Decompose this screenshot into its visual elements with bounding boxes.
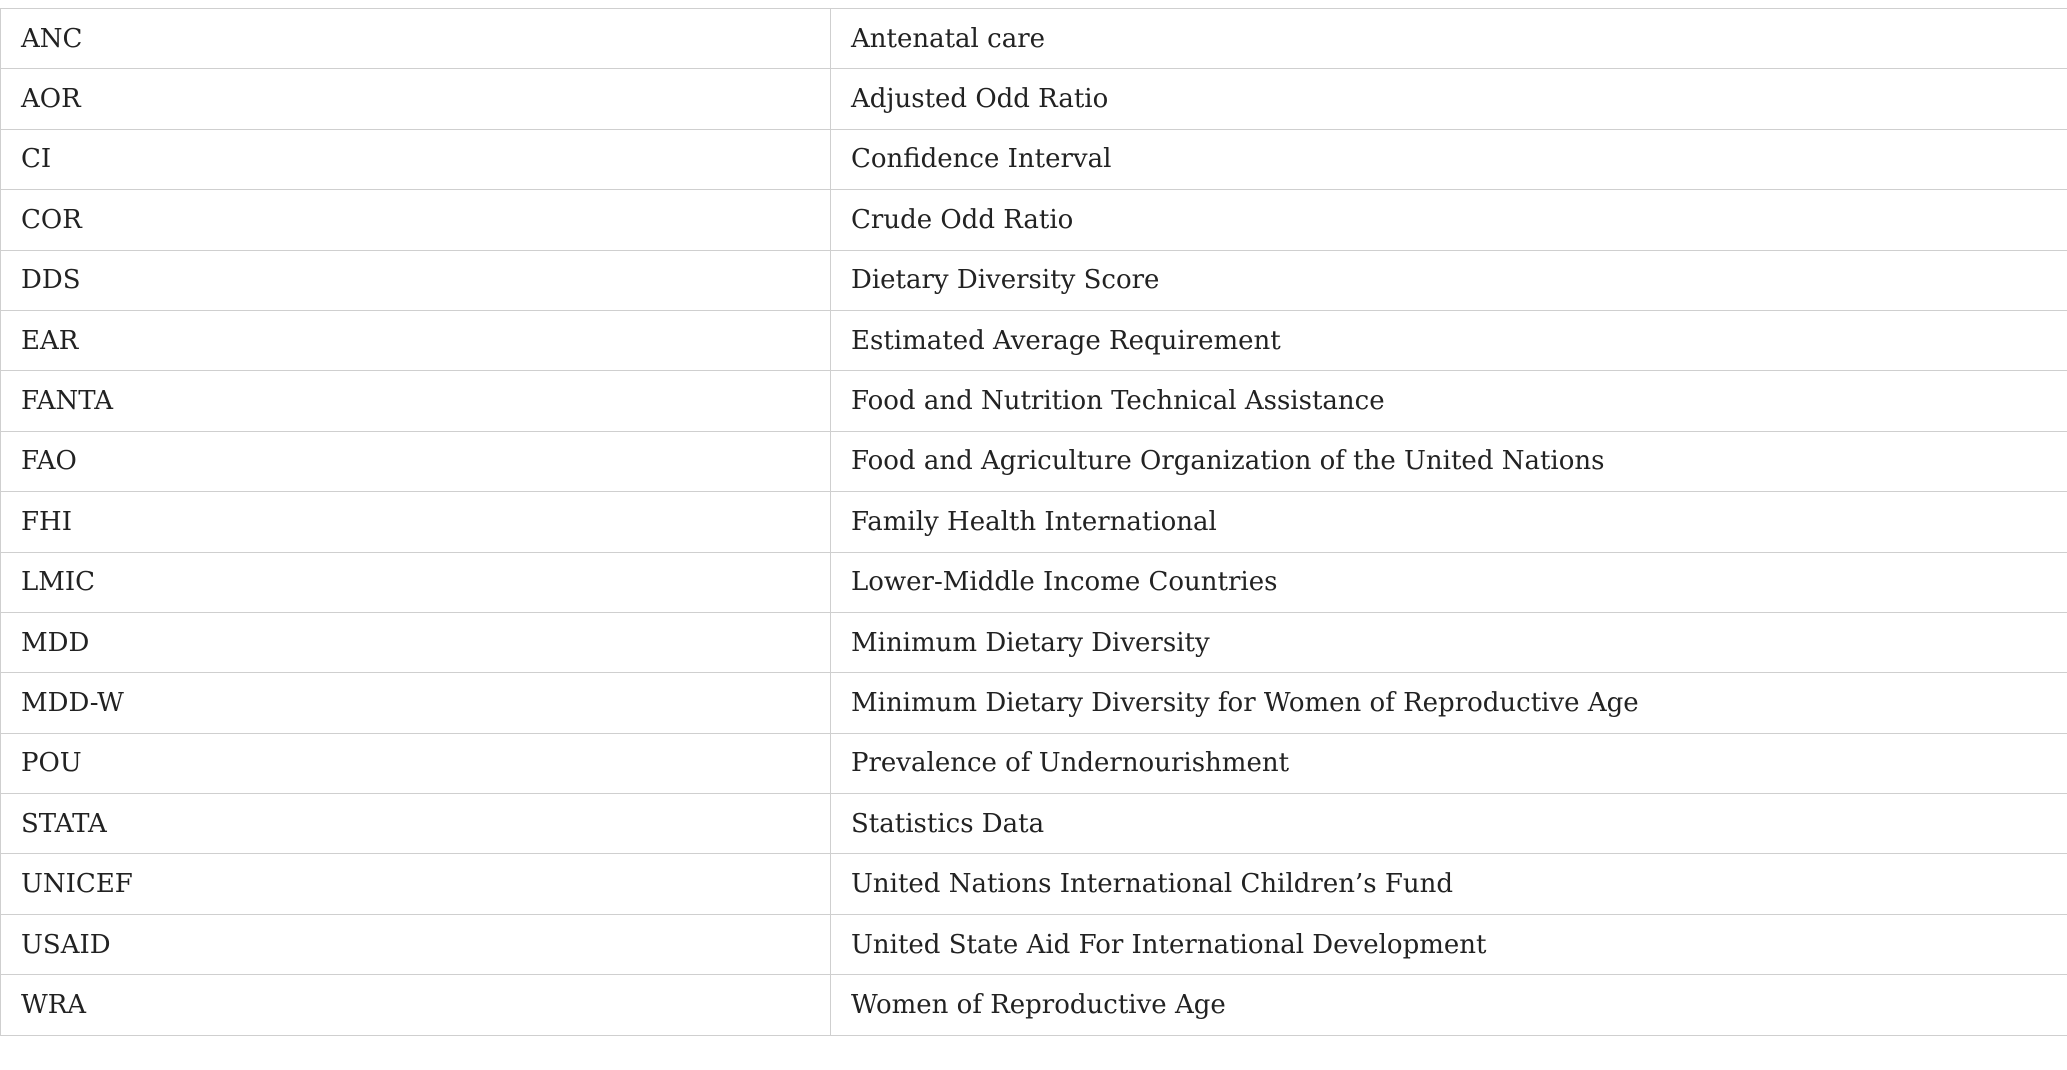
table-row	[1, 854, 2067, 914]
definition-cell: Family Health International	[831, 492, 2067, 552]
table-row	[1, 190, 2067, 250]
table-row	[1, 69, 2067, 129]
definition-cell: Antenatal care	[831, 9, 2067, 69]
abbreviations-table	[0, 8, 2067, 1036]
definition-cell: Estimated Average Requirement	[831, 310, 2067, 370]
definition-cell: Women of Reproductive Age	[831, 975, 2067, 1035]
definition-cell: United Nations International Children’s Fund	[831, 854, 2067, 914]
table-row	[1, 492, 2067, 552]
abbreviation-cell: FANTA	[1, 371, 831, 431]
abbreviation-cell: ANC	[1, 9, 831, 69]
definition-cell: Food and Agriculture Organization of the United Nations	[831, 431, 2067, 491]
table-row	[1, 431, 2067, 491]
table-row	[1, 371, 2067, 431]
definition-cell: Adjusted Odd Ratio	[831, 69, 2067, 129]
abbreviation-cell: AOR	[1, 69, 831, 129]
definition-cell: Statistics Data	[831, 794, 2067, 854]
abbreviation-cell: MDD-W	[1, 673, 831, 733]
definition-cell: Lower-Middle Income Countries	[831, 552, 2067, 612]
abbreviation-cell: EAR	[1, 310, 831, 370]
table-row	[1, 733, 2067, 793]
table-row	[1, 310, 2067, 370]
abbreviations-table-body	[1, 9, 2067, 1036]
definition-cell: Confidence Interval	[831, 129, 2067, 189]
abbreviation-cell: UNICEF	[1, 854, 831, 914]
definition-cell: Prevalence of Undernourishment	[831, 733, 2067, 793]
table-row	[1, 975, 2067, 1035]
table-row	[1, 673, 2067, 733]
definition-cell: Food and Nutrition Technical Assistance	[831, 371, 2067, 431]
abbreviation-cell: WRA	[1, 975, 831, 1035]
table-row	[1, 794, 2067, 854]
table-row	[1, 9, 2067, 69]
definition-cell: United State Aid For International Development	[831, 914, 2067, 974]
definition-cell: Minimum Dietary Diversity	[831, 612, 2067, 672]
table-row	[1, 914, 2067, 974]
definition-cell: Minimum Dietary Diversity for Women of Reproductive Age	[831, 673, 2067, 733]
abbreviation-cell: FAO	[1, 431, 831, 491]
definition-cell: Dietary Diversity Score	[831, 250, 2067, 310]
abbreviation-cell: FHI	[1, 492, 831, 552]
abbreviation-cell: LMIC	[1, 552, 831, 612]
table-row	[1, 612, 2067, 672]
table-row	[1, 129, 2067, 189]
definition-cell: Crude Odd Ratio	[831, 190, 2067, 250]
abbreviation-cell: STATA	[1, 794, 831, 854]
table-row	[1, 552, 2067, 612]
abbreviation-cell: CI	[1, 129, 831, 189]
abbreviation-cell: DDS	[1, 250, 831, 310]
abbreviation-cell: COR	[1, 190, 831, 250]
abbreviation-cell: USAID	[1, 914, 831, 974]
abbreviation-cell: POU	[1, 733, 831, 793]
table-row	[1, 250, 2067, 310]
abbreviation-cell: MDD	[1, 612, 831, 672]
